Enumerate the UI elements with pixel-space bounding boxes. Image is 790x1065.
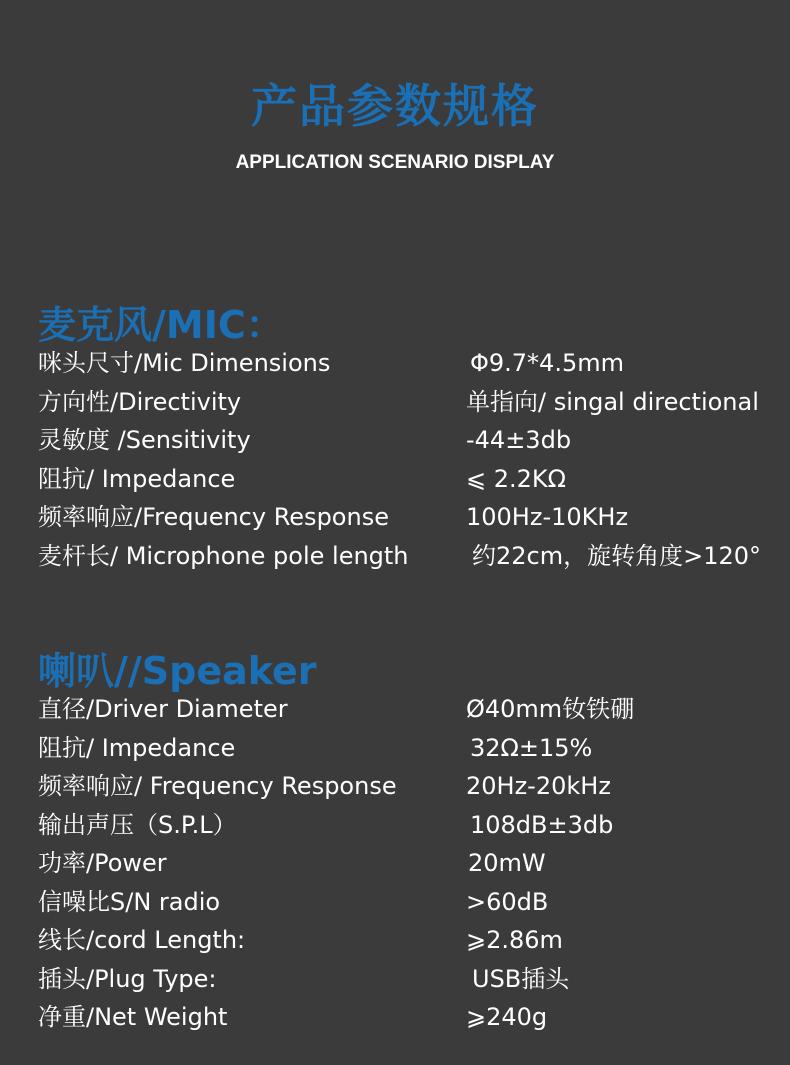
spec-label: 咪头尺寸/Mic Dimensions [38, 349, 331, 377]
spec-label: 麦杆长/ Microphone pole length [38, 541, 409, 570]
speaker-spec-list [38, 690, 778, 1037]
spec-value: USB插头 [472, 964, 570, 993]
spec-row [38, 344, 778, 383]
spec-value: 20Hz-20kHz [466, 772, 611, 800]
spec-value: Ø40mm钕铁硼 [466, 695, 635, 723]
spec-value: ⩽ 2.2KΩ [466, 464, 566, 493]
spec-row [38, 998, 778, 1037]
speaker-section-heading: 喇叭//Speaker [38, 649, 317, 693]
spec-value: 108dB±3db [470, 810, 614, 839]
spec-label: 阻抗/ Impedance [38, 733, 236, 762]
page-title: 产品参数规格 [251, 79, 539, 133]
spec-row [38, 883, 778, 922]
spec-label: 灵敏度 /Sensitivity [38, 426, 251, 454]
spec-row [38, 421, 778, 460]
spec-row [38, 498, 778, 537]
spec-label: 净重/Net Weight [38, 1003, 228, 1031]
spec-row [38, 960, 778, 999]
spec-row [38, 383, 778, 422]
spec-value: 约22cm，旋转角度>120° [472, 541, 762, 570]
spec-value: 20mW [468, 849, 546, 877]
mic-section-heading: 麦克风/MIC： [38, 303, 284, 347]
spec-label: 频率响应/ Frequency Response [38, 772, 397, 800]
spec-label: 信噪比S/N radio [38, 887, 221, 916]
spec-row [38, 921, 778, 960]
spec-value: ⩾240g [466, 1003, 548, 1031]
spec-label: 频率响应/Frequency Response [38, 503, 389, 531]
spec-value: Φ9.7*4.5mm [470, 349, 624, 377]
spec-row [38, 806, 778, 845]
spec-value: 32Ω±15% [470, 733, 593, 762]
spec-label: 直径/Driver Diameter [38, 695, 288, 723]
spec-row [38, 767, 778, 806]
spec-label: 线长/cord Length: [38, 926, 246, 954]
spec-label: 输出声压（S.P.L） [38, 810, 237, 839]
spec-value: >60dB [466, 887, 549, 916]
spec-row [38, 537, 778, 576]
spec-value: -44±3db [466, 426, 572, 454]
spec-value: 100Hz-10KHz [466, 503, 629, 531]
spec-label: 阻抗/ Impedance [38, 464, 236, 493]
spec-row [38, 729, 778, 768]
page-subtitle: APPLICATION SCENARIO DISPLAY [235, 152, 555, 173]
spec-row [38, 690, 778, 729]
spec-row [38, 460, 778, 499]
spec-label: 插头/Plug Type: [38, 964, 217, 993]
spec-label: 方向性/Directivity [38, 387, 242, 416]
spec-value: 单指向/ singal directional [466, 387, 759, 416]
spec-label: 功率/Power [38, 849, 167, 877]
spec-row [38, 844, 778, 883]
spec-value: ⩾2.86m [466, 926, 563, 954]
mic-spec-list [38, 344, 778, 575]
